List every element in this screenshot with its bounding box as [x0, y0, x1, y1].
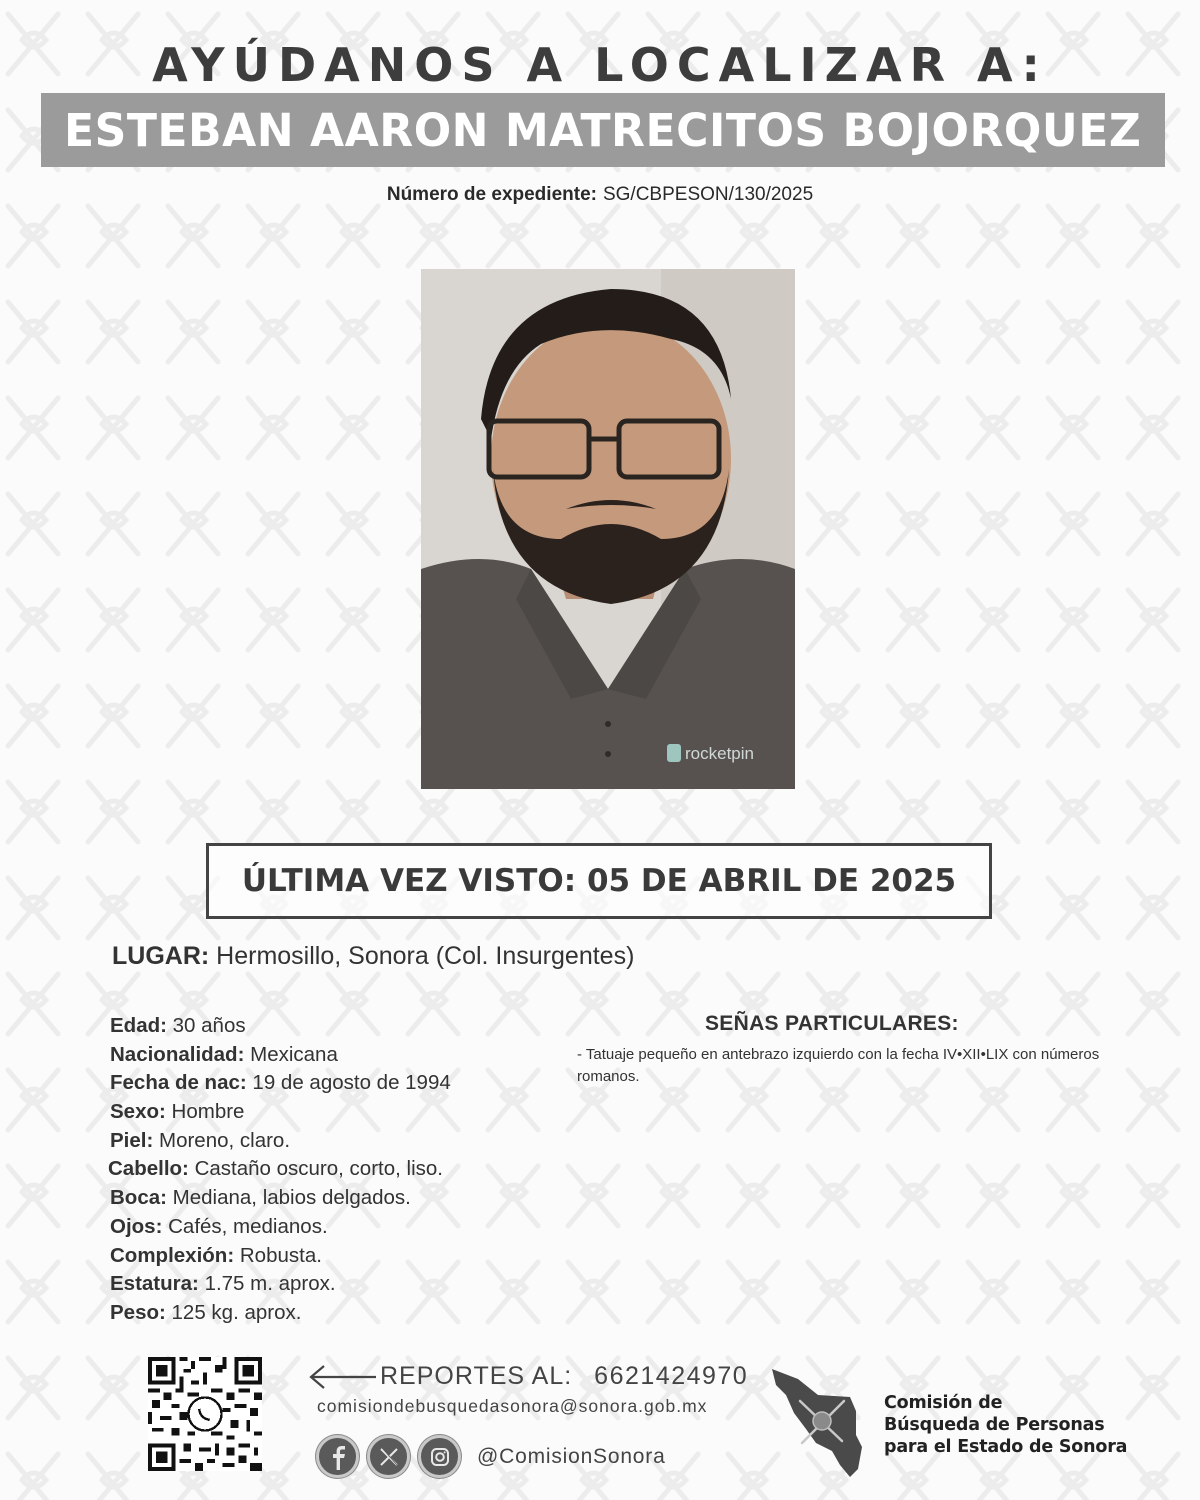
last-seen-box [206, 843, 992, 919]
detail-label: Peso: [110, 1300, 166, 1324]
organization-name-line-1: Comisión de [884, 1393, 1003, 1413]
person-photo [421, 269, 795, 789]
last-seen-date: ÚLTIMA VEZ VISTO: 05 DE ABRIL DE 2025 [241, 863, 957, 899]
detail-row [110, 1213, 451, 1242]
detail-row [110, 1184, 451, 1213]
detail-row [110, 1041, 451, 1070]
detail-value: Hombre [171, 1100, 245, 1124]
place-label: LUGAR: [112, 942, 210, 970]
detail-label: Ojos: [110, 1214, 163, 1238]
place-line [112, 942, 634, 971]
detail-value: 30 años [172, 1014, 246, 1037]
distinguishing-marks-text: - Tatuaje pequeño en antebrazo izquierdo con la fecha IV•XII•LIX con números romanos. [577, 1046, 1100, 1085]
case-number-value: SG/CBPESON/130/2025 [602, 184, 814, 205]
detail-label: Piel: [110, 1128, 154, 1152]
organization-name-line-2: Búsqueda de Personas [884, 1415, 1105, 1435]
detail-label: Complexión: [110, 1243, 235, 1267]
detail-value: Mediana, labios delgados. [172, 1186, 411, 1210]
physical-details [110, 1012, 451, 1328]
detail-label: Estatura: [110, 1272, 199, 1296]
case-number [0, 184, 1200, 206]
detail-row [110, 1299, 451, 1328]
facebook-icon[interactable] [316, 1435, 359, 1478]
detail-label: Cabello: [108, 1157, 189, 1181]
reports-phone[interactable]: 6621424970 [594, 1362, 749, 1390]
instagram-icon[interactable] [418, 1435, 461, 1478]
shirt-logo-text: rocketpin [685, 744, 754, 763]
reports-line [308, 1362, 748, 1391]
qr-code[interactable] [148, 1357, 262, 1471]
detail-row [110, 1242, 451, 1271]
case-number-label: Número de expediente: [386, 184, 597, 205]
detail-label: Nacionalidad: [110, 1042, 245, 1066]
arrow-left-icon [308, 1363, 378, 1391]
reports-label: REPORTES AL: [380, 1362, 573, 1390]
detail-label: Boca: [110, 1186, 167, 1210]
detail-value: Cafés, medianos. [168, 1214, 328, 1238]
organization-name-line-3: para el Estado de Sonora [884, 1437, 1128, 1457]
person-name: ESTEBAN AARON MATRECITOS BOJORQUEZ [64, 103, 1142, 157]
social-handle[interactable]: @ComisionSonora [477, 1444, 666, 1468]
sonora-commission-logo [770, 1365, 870, 1480]
detail-label: Sexo: [110, 1100, 166, 1124]
detail-value: 1.75 m. aprox. [204, 1272, 336, 1296]
contact-email[interactable]: comisiondebusquedasonora@sonora.gob.mx [317, 1396, 708, 1416]
detail-row [110, 1127, 451, 1156]
person-name-banner [41, 93, 1165, 167]
detail-value: Mexicana [250, 1042, 338, 1066]
social-links [316, 1435, 666, 1478]
organization-name [884, 1392, 1127, 1458]
detail-row [110, 1098, 451, 1127]
detail-row [110, 1069, 451, 1098]
detail-row [110, 1270, 451, 1299]
poster-headline: AYÚDANOS A LOCALIZAR A: [152, 38, 1048, 92]
detail-value: Moreno, claro. [159, 1128, 291, 1152]
place-value: Hermosillo, Sonora (Col. Insurgentes) [216, 942, 635, 970]
whatsapp-icon [188, 1397, 221, 1430]
detail-row [108, 1155, 451, 1184]
x-icon[interactable] [367, 1435, 410, 1478]
detail-value: 125 kg. aprox. [171, 1300, 302, 1324]
detail-row [110, 1012, 451, 1041]
detail-value: Robusta. [239, 1243, 322, 1267]
detail-label: Fecha de nac: [110, 1071, 247, 1095]
distinguishing-marks-title: SEÑAS PARTICULARES: [705, 1012, 959, 1035]
detail-label: Edad: [110, 1014, 167, 1037]
detail-value: Castaño oscuro, corto, liso. [194, 1157, 443, 1181]
detail-value: 19 de agosto de 1994 [252, 1071, 451, 1095]
